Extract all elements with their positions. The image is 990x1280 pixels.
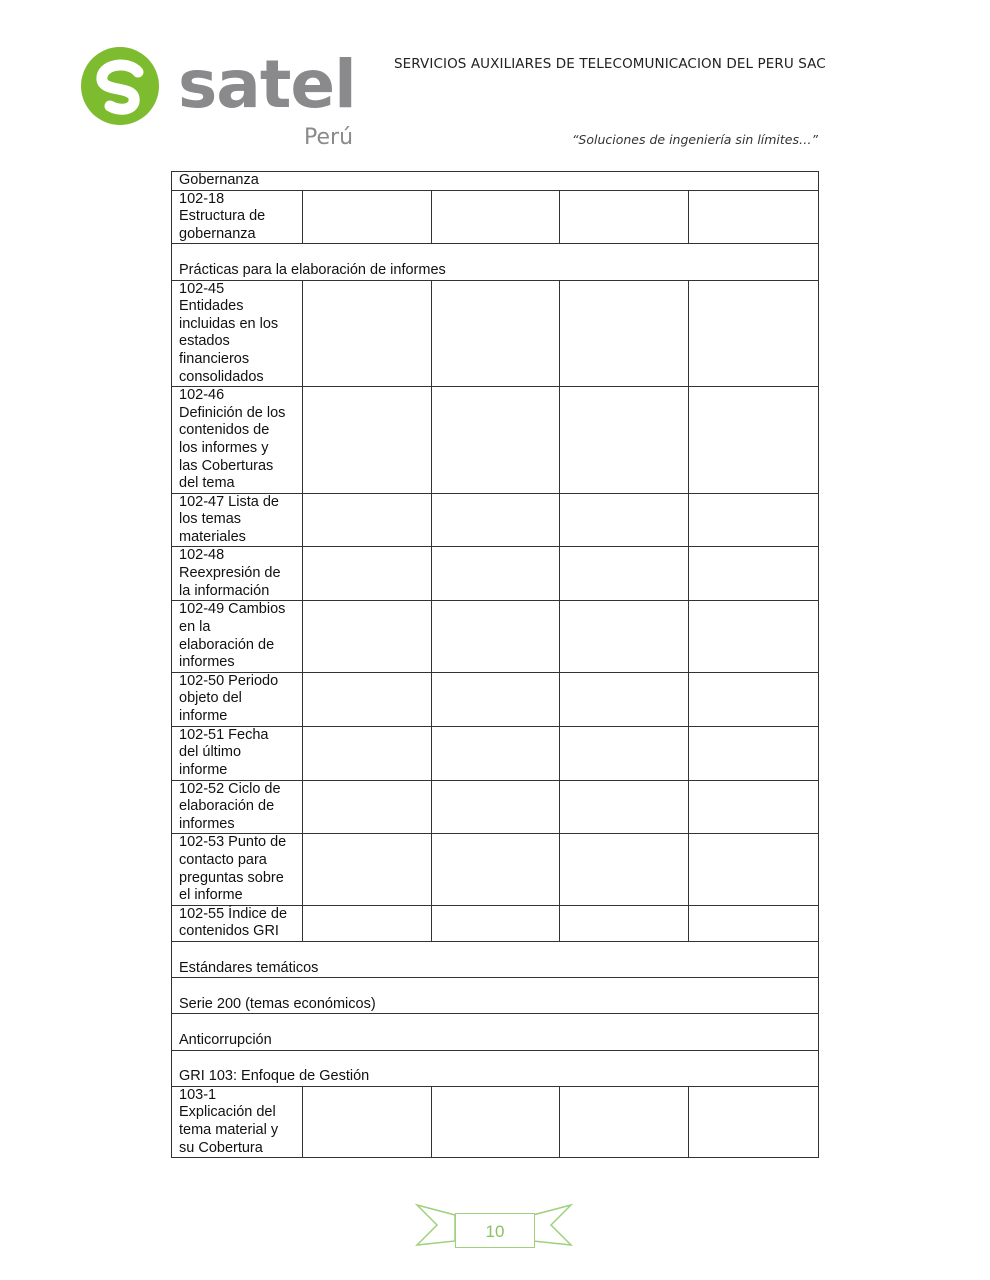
empty-cell <box>303 601 432 672</box>
empty-cell <box>689 280 819 387</box>
section-row <box>172 978 819 1014</box>
empty-cell <box>689 834 819 905</box>
page-number: 10 <box>455 1213 535 1248</box>
empty-cell <box>560 1086 689 1157</box>
empty-cell <box>432 547 560 601</box>
disclosure-cell: 102-46 Definición de los contenidos de los informes y las Coberturas del tema <box>172 387 303 494</box>
section-heading: Estándares temáticos <box>172 941 819 977</box>
empty-cell <box>432 780 560 834</box>
empty-cell <box>303 387 432 494</box>
gri-content-table <box>171 171 819 1158</box>
empty-cell <box>560 547 689 601</box>
section-heading: Gobernanza <box>172 172 819 191</box>
empty-cell <box>689 493 819 547</box>
satel-logo <box>80 46 370 156</box>
empty-cell <box>689 672 819 726</box>
disclosure-cell: 102-51 Fecha del último informe <box>172 726 303 780</box>
empty-cell <box>432 1086 560 1157</box>
empty-cell <box>303 547 432 601</box>
logo-text: satel <box>178 46 356 123</box>
section-heading: GRI 103: Enfoque de Gestión <box>172 1050 819 1086</box>
empty-cell <box>432 280 560 387</box>
empty-cell <box>432 601 560 672</box>
section-row <box>172 172 819 191</box>
empty-cell <box>432 726 560 780</box>
disclosure-cell: 102-47 Lista de los temas materiales <box>172 493 303 547</box>
empty-cell <box>689 601 819 672</box>
disclosure-cell: 102-49 Cambios en la elaboración de informes <box>172 601 303 672</box>
logo-subtext: Perú <box>304 125 354 150</box>
disclosure-cell: 102-52 Ciclo de elaboración de informes <box>172 780 303 834</box>
disclosure-cell: 102-18 Estructura de gobernanza <box>172 190 303 244</box>
empty-cell <box>689 547 819 601</box>
section-row <box>172 244 819 280</box>
satel-logo-mark-icon <box>80 46 170 136</box>
disclosure-cell: 102-45 Entidades incluidas en los estados financieros consolidados <box>172 280 303 387</box>
empty-cell <box>560 905 689 941</box>
table-row <box>172 280 819 387</box>
empty-cell <box>689 780 819 834</box>
section-row <box>172 941 819 977</box>
table-row <box>172 601 819 672</box>
empty-cell <box>432 834 560 905</box>
empty-cell <box>560 726 689 780</box>
empty-cell <box>303 493 432 547</box>
disclosure-cell: 103-1 Explicación del tema material y su Cobertura <box>172 1086 303 1157</box>
empty-cell <box>689 190 819 244</box>
empty-cell <box>303 1086 432 1157</box>
empty-cell <box>303 780 432 834</box>
table-row <box>172 493 819 547</box>
empty-cell <box>560 493 689 547</box>
disclosure-cell: 102-50 Periodo objeto del informe <box>172 672 303 726</box>
section-heading: Serie 200 (temas económicos) <box>172 978 819 1014</box>
table-row <box>172 672 819 726</box>
empty-cell <box>560 672 689 726</box>
table-row <box>172 726 819 780</box>
empty-cell <box>560 834 689 905</box>
empty-cell <box>560 780 689 834</box>
empty-cell <box>689 1086 819 1157</box>
empty-cell <box>689 726 819 780</box>
empty-cell <box>303 726 432 780</box>
empty-cell <box>303 190 432 244</box>
empty-cell <box>560 387 689 494</box>
empty-cell <box>689 387 819 494</box>
disclosure-cell: 102-53 Punto de contacto para preguntas sobre el informe <box>172 834 303 905</box>
empty-cell <box>303 905 432 941</box>
table-row <box>172 1086 819 1157</box>
slogan: “Soluciones de ingeniería sin límites…” <box>571 132 818 147</box>
section-row <box>172 1014 819 1050</box>
table-row <box>172 387 819 494</box>
section-row <box>172 1050 819 1086</box>
empty-cell <box>560 190 689 244</box>
section-heading: Prácticas para la elaboración de informes <box>172 244 819 280</box>
disclosure-cell: 102-55 Índice de contenidos GRI <box>172 905 303 941</box>
empty-cell <box>432 190 560 244</box>
disclosure-cell: 102-48 Reexpresión de la información <box>172 547 303 601</box>
empty-cell <box>432 493 560 547</box>
empty-cell <box>432 672 560 726</box>
empty-cell <box>560 280 689 387</box>
empty-cell <box>432 387 560 494</box>
empty-cell <box>432 905 560 941</box>
table-row <box>172 834 819 905</box>
section-heading: Anticorrupción <box>172 1014 819 1050</box>
table-row <box>172 547 819 601</box>
empty-cell <box>303 834 432 905</box>
empty-cell <box>303 280 432 387</box>
empty-cell <box>303 672 432 726</box>
table-row <box>172 190 819 244</box>
empty-cell <box>560 601 689 672</box>
table-row <box>172 780 819 834</box>
empty-cell <box>689 905 819 941</box>
company-name: SERVICIOS AUXILIARES DE TELECOMUNICACION DEL PERU SAC <box>394 56 826 72</box>
table-row <box>172 905 819 941</box>
